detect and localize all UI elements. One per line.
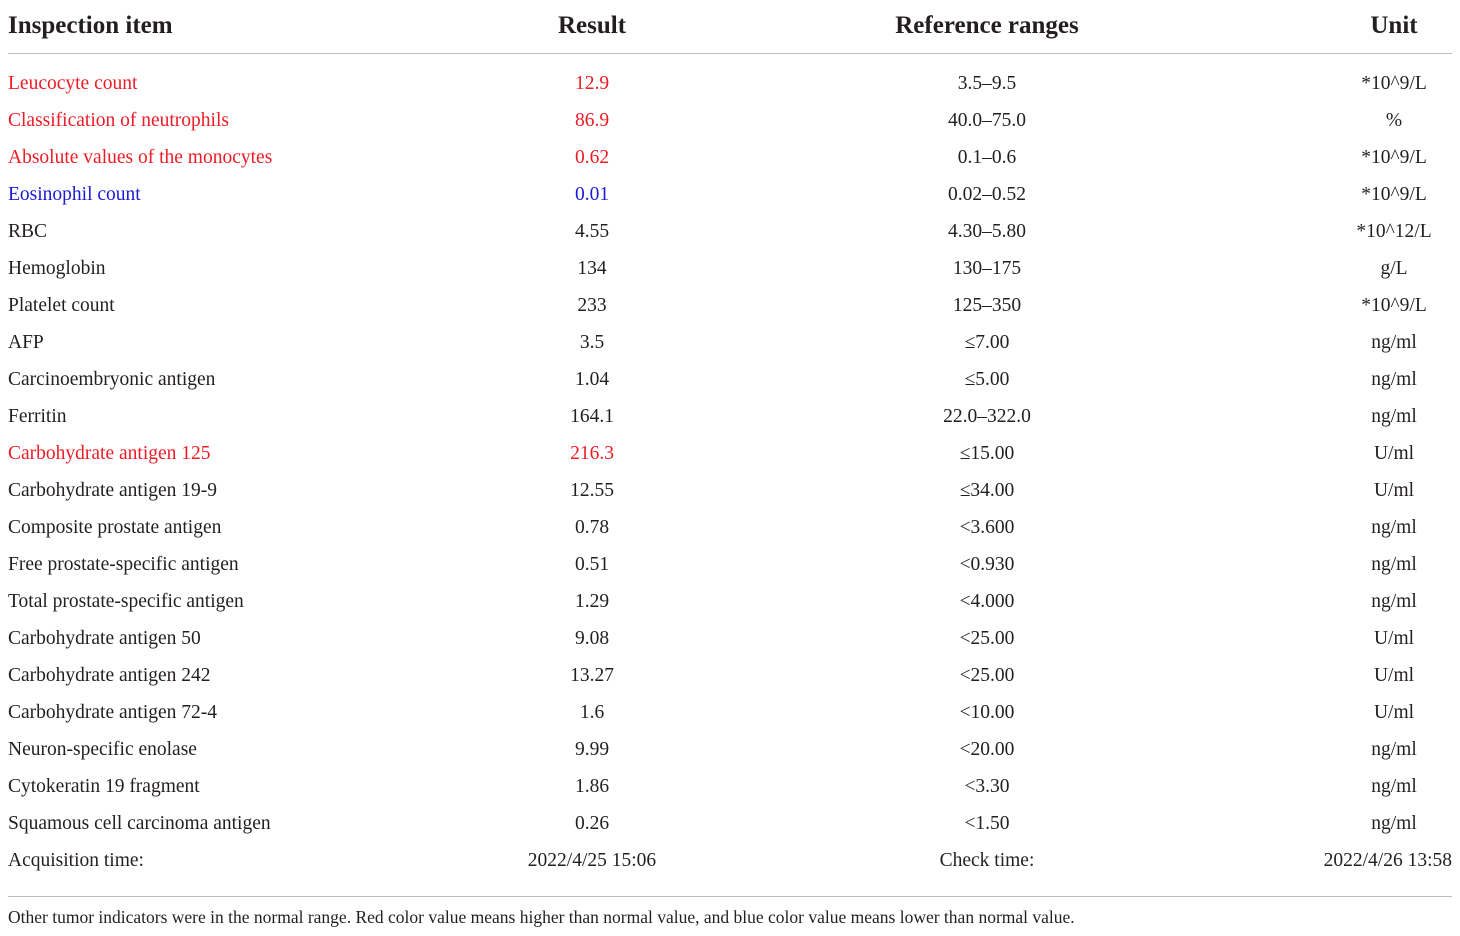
cell-result: 3.5 bbox=[579, 331, 605, 353]
cell-reference-range: <0.930 bbox=[959, 553, 1015, 575]
cell-inspection-item: Free prostate-specific antigen bbox=[8, 553, 239, 575]
cell-result: 233 bbox=[577, 294, 607, 316]
acquisition-time-label: Acquisition time: bbox=[8, 849, 144, 871]
cell-unit: U/ml bbox=[1373, 701, 1415, 723]
table-row bbox=[8, 361, 1452, 398]
cell-result: 134 bbox=[577, 257, 607, 279]
cell-inspection-item: Carbohydrate antigen 19-9 bbox=[8, 479, 218, 501]
table-row bbox=[8, 102, 1452, 139]
cell-reference-range: 4.30–5.80 bbox=[948, 220, 1026, 242]
cell-unit: ng/ml bbox=[1371, 405, 1417, 427]
table-row bbox=[8, 805, 1452, 842]
cell-unit: ng/ml bbox=[1371, 812, 1417, 834]
cell-reference-range: <10.00 bbox=[959, 701, 1015, 723]
cell-unit: U/ml bbox=[1373, 442, 1415, 464]
cell-inspection-item: Composite prostate antigen bbox=[8, 516, 222, 538]
cell-unit: ng/ml bbox=[1371, 331, 1417, 353]
cell-unit: % bbox=[1385, 109, 1403, 131]
cell-unit: ng/ml bbox=[1371, 590, 1417, 612]
cell-reference-range: ≤5.00 bbox=[964, 368, 1010, 390]
cell-result: 12.9 bbox=[574, 72, 610, 94]
cell-result: 216.3 bbox=[570, 442, 614, 464]
cell-result: 0.78 bbox=[574, 516, 610, 538]
header-unit: Unit bbox=[1232, 0, 1452, 53]
cell-reference-range: <3.600 bbox=[959, 516, 1015, 538]
cell-result: 13.27 bbox=[570, 664, 614, 686]
cell-result: 9.08 bbox=[574, 627, 610, 649]
cell-unit: ng/ml bbox=[1371, 775, 1417, 797]
table-row bbox=[8, 139, 1452, 176]
cell-result: 12.55 bbox=[570, 479, 614, 501]
table-row bbox=[8, 694, 1452, 731]
cell-inspection-item: Platelet count bbox=[8, 294, 115, 316]
cell-result: 164.1 bbox=[570, 405, 614, 427]
cell-reference-range: <3.30 bbox=[964, 775, 1010, 797]
cell-unit: U/ml bbox=[1373, 479, 1415, 501]
cell-inspection-item: AFP bbox=[8, 331, 44, 353]
cell-reference-range: <25.00 bbox=[959, 627, 1015, 649]
cell-result: 1.86 bbox=[574, 775, 610, 797]
lab-results-table bbox=[8, 0, 1452, 879]
cell-unit: ng/ml bbox=[1371, 553, 1417, 575]
cell-unit: ng/ml bbox=[1371, 368, 1417, 390]
cell-unit: *10^12/L bbox=[1356, 220, 1432, 242]
table-row bbox=[8, 53, 1452, 102]
table-row bbox=[8, 768, 1452, 805]
cell-inspection-item: Total prostate-specific antigen bbox=[8, 590, 244, 612]
header-inspection-item: Inspection item bbox=[8, 0, 442, 53]
cell-result: 4.55 bbox=[574, 220, 610, 242]
table-row bbox=[8, 472, 1452, 509]
table-body bbox=[8, 53, 1452, 879]
table-row bbox=[8, 213, 1452, 250]
cell-unit: U/ml bbox=[1373, 664, 1415, 686]
cell-reference-range: <25.00 bbox=[959, 664, 1015, 686]
cell-reference-range: 0.1–0.6 bbox=[957, 146, 1017, 168]
cell-reference-range: ≤15.00 bbox=[959, 442, 1015, 464]
cell-inspection-item: RBC bbox=[8, 220, 48, 242]
cell-reference-range: <4.000 bbox=[959, 590, 1015, 612]
table-row bbox=[8, 620, 1452, 657]
cell-inspection-item: Squamous cell carcinoma antigen bbox=[8, 812, 271, 834]
cell-inspection-item: Carbohydrate antigen 125 bbox=[8, 442, 211, 464]
cell-reference-range: ≤7.00 bbox=[964, 331, 1010, 353]
cell-reference-range: <1.50 bbox=[964, 812, 1010, 834]
cell-reference-range: 3.5–9.5 bbox=[957, 72, 1017, 94]
cell-result: 86.9 bbox=[574, 109, 610, 131]
table-header bbox=[8, 0, 1452, 53]
cell-reference-range: 125–350 bbox=[952, 294, 1022, 316]
cell-inspection-item: Carbohydrate antigen 72-4 bbox=[8, 701, 218, 723]
check-time-value: 2022/4/26 13:58 bbox=[1323, 849, 1452, 871]
cell-reference-range: ≤34.00 bbox=[959, 479, 1015, 501]
cell-unit: *10^9/L bbox=[1361, 294, 1427, 316]
cell-reference-range: 22.0–322.0 bbox=[943, 405, 1031, 427]
cell-inspection-item: Leucocyte count bbox=[8, 72, 138, 94]
table-row bbox=[8, 324, 1452, 361]
header-reference-ranges: Reference ranges bbox=[742, 0, 1232, 53]
table-row bbox=[8, 546, 1452, 583]
table-row bbox=[8, 176, 1452, 213]
check-time-label: Check time: bbox=[939, 849, 1035, 871]
acquisition-time-value: 2022/4/25 15:06 bbox=[527, 849, 657, 871]
cell-result: 0.01 bbox=[574, 183, 610, 205]
table-row bbox=[8, 657, 1452, 694]
cell-inspection-item: Carbohydrate antigen 50 bbox=[8, 627, 201, 649]
cell-result: 1.04 bbox=[574, 368, 610, 390]
cell-result: 1.29 bbox=[574, 590, 610, 612]
cell-inspection-item: Absolute values of the monocytes bbox=[8, 146, 273, 168]
cell-inspection-item: Ferritin bbox=[8, 405, 67, 427]
table-row bbox=[8, 250, 1452, 287]
cell-reference-range: <20.00 bbox=[959, 738, 1015, 760]
cell-result: 0.62 bbox=[574, 146, 610, 168]
table-row bbox=[8, 583, 1452, 620]
cell-inspection-item: Carcinoembryonic antigen bbox=[8, 368, 216, 390]
cell-unit: *10^9/L bbox=[1361, 183, 1427, 205]
cell-inspection-item: Hemoglobin bbox=[8, 257, 106, 279]
cell-unit: g/L bbox=[1380, 257, 1408, 279]
table-row bbox=[8, 398, 1452, 435]
cell-unit: U/ml bbox=[1373, 627, 1415, 649]
cell-reference-range: 40.0–75.0 bbox=[948, 109, 1026, 131]
table-footnote: Other tumor indicators were in the normal range. Red color value means higher than normal value, and blue color value means lower than normal value. bbox=[8, 907, 1075, 927]
times-row bbox=[8, 842, 1452, 879]
cell-inspection-item: Neuron-specific enolase bbox=[8, 738, 197, 760]
header-row bbox=[8, 0, 1452, 53]
cell-result: 1.6 bbox=[579, 701, 605, 723]
cell-result: 9.99 bbox=[574, 738, 610, 760]
cell-inspection-item: Cytokeratin 19 fragment bbox=[8, 775, 200, 797]
cell-reference-range: 130–175 bbox=[952, 257, 1022, 279]
table-row bbox=[8, 731, 1452, 768]
footer-divider bbox=[8, 896, 1452, 897]
cell-unit: *10^9/L bbox=[1361, 72, 1427, 94]
cell-unit: ng/ml bbox=[1371, 738, 1417, 760]
cell-reference-range: 0.02–0.52 bbox=[948, 183, 1026, 205]
cell-result: 0.26 bbox=[574, 812, 610, 834]
cell-inspection-item: Classification of neutrophils bbox=[8, 109, 229, 131]
cell-inspection-item: Eosinophil count bbox=[8, 183, 141, 205]
cell-inspection-item: Carbohydrate antigen 242 bbox=[8, 664, 211, 686]
header-result: Result bbox=[442, 0, 742, 53]
table-row bbox=[8, 509, 1452, 546]
cell-unit: ng/ml bbox=[1371, 516, 1417, 538]
table-row bbox=[8, 435, 1452, 472]
table-row bbox=[8, 287, 1452, 324]
cell-unit: *10^9/L bbox=[1361, 146, 1427, 168]
cell-result: 0.51 bbox=[574, 553, 610, 575]
